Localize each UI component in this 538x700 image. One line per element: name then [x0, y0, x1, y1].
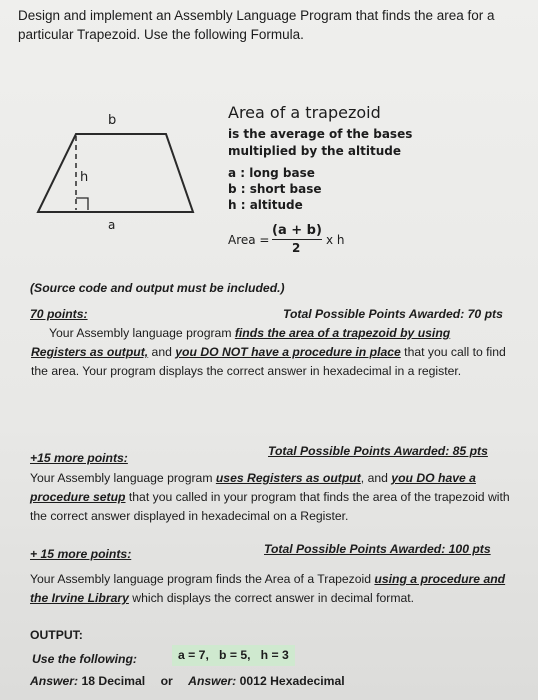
section2-text-1: Your Assembly language program — [30, 471, 216, 485]
section1-text-3: and — [148, 345, 176, 359]
area-heading: Area of a trapezoid — [228, 103, 381, 122]
section1-total: Total Possible Points Awarded: 70 pts — [283, 307, 503, 321]
section3-total: Total Possible Points Awarded: 100 pts — [264, 542, 491, 556]
section1-text-2: finds the area of a trapezoid by using Registers as output, — [31, 326, 451, 359]
area-desc-2: multiplied by the altitude — [228, 144, 401, 158]
trapezoid-shape — [38, 134, 193, 212]
page-title: Design and implement an Assembly Language Program that finds the area for a particular Trapezoid. Use the following Formula. — [18, 8, 495, 42]
formula-rhs: x h — [326, 233, 345, 247]
section3-text-3: which displays the correct answer in decimal format. — [128, 591, 415, 605]
def-b: b : short base — [228, 182, 322, 196]
given-values: a = 7, b = 5, h = 3 — [172, 645, 295, 666]
answer-or: or — [160, 674, 173, 688]
section3-body — [30, 570, 520, 608]
section2-total: Total Possible Points Awarded: 85 pts — [268, 444, 488, 458]
answer-label: Answer: — [30, 674, 79, 688]
output-heading: OUTPUT: — [30, 628, 83, 642]
label-a: a — [108, 218, 116, 232]
section1-text-5: that you call to find the area. Your program displays the correct answer in hexadecimal in a register. — [31, 345, 506, 378]
section2-text-2: uses Registers as output — [215, 471, 361, 485]
source-note: (Source code and output must be included.) — [30, 281, 285, 295]
section1-points: 70 points: — [30, 307, 88, 321]
section2-body — [30, 469, 512, 526]
right-angle-mark — [76, 198, 88, 210]
section2-text-3: , and — [360, 471, 392, 485]
formula-lhs: Area = — [228, 233, 270, 247]
formula-denominator: 2 — [292, 241, 301, 255]
section1-text-4: you DO NOT have a procedure in place — [175, 345, 401, 359]
section1-text-1: Your Assembly language program — [49, 326, 235, 340]
section3-points: + 15 more points: — [30, 547, 132, 561]
answer-line — [30, 672, 345, 691]
def-a: a : long base — [228, 166, 315, 180]
section1-body — [31, 324, 509, 381]
answer-hex: 0012 Hexadecimal — [239, 674, 345, 688]
label-b: b — [108, 113, 117, 128]
use-following-label: Use the following: — [32, 652, 137, 666]
fraction-bar — [272, 239, 322, 240]
section2-text-4: you DO have a procedure setup — [30, 471, 476, 504]
formula-numerator: (a + b) — [272, 223, 322, 238]
trapezoid-diagram — [28, 110, 218, 235]
section2-text-5: that you called in your program that finds the area of the trapezoid with the correct answer displayed in hexadecimal on a Register. — [30, 490, 510, 523]
answer-label-2: Answer: — [188, 674, 237, 688]
section3-text-1: Your Assembly language program finds the Area of a Trapezoid — [30, 572, 375, 586]
section2-points: +15 more points: — [30, 451, 128, 465]
section3-text-2: using a procedure and the Irvine Library — [30, 572, 506, 605]
answer-decimal: 18 Decimal — [81, 674, 146, 688]
label-h: h — [80, 170, 89, 185]
def-h: h : altitude — [228, 198, 303, 212]
area-desc-1: is the average of the bases — [228, 127, 413, 141]
